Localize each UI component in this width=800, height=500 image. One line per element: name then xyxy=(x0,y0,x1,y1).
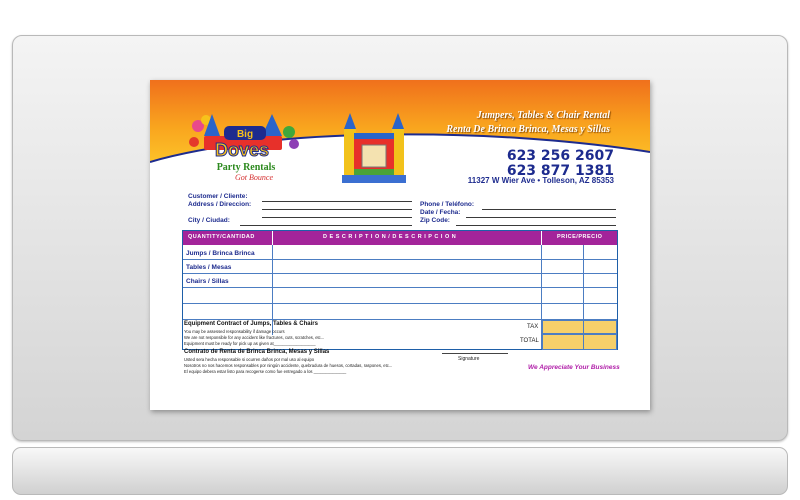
terms-heading-spanish: Contrato de Renta de Brinca Brinca, Mesas y Sillas xyxy=(184,349,330,355)
terms-line: Usted sera hecha responsable si ocurren daños por mal uso al equipo xyxy=(184,357,315,362)
signature-line[interactable] xyxy=(442,353,508,354)
doves-logo xyxy=(184,112,304,192)
phone-field-line[interactable] xyxy=(482,209,616,210)
customer-field-line[interactable] xyxy=(262,201,412,202)
tagline-spanish: Renta De Brinca Brinca, Mesas y Sillas xyxy=(446,124,610,135)
total-cell-2[interactable] xyxy=(583,334,617,350)
city-field-line[interactable] xyxy=(240,225,412,226)
terms-line: We are not responsible for any accident like fractures, cuts, scratches, etc... xyxy=(184,335,325,340)
signature-label: Signature xyxy=(458,356,480,362)
tax-cell-1[interactable] xyxy=(542,320,584,334)
bottom-bar xyxy=(12,447,788,495)
row-divider xyxy=(183,287,617,288)
row-label-jumps: Jumps / Brinca Brinca xyxy=(186,250,255,257)
terms-line: El equipo debera estar listo para recogerse como fue entregado a los ______________ xyxy=(184,369,347,374)
tax-label: TAX xyxy=(527,324,539,330)
row-label-chairs: Chairs / Sillas xyxy=(186,278,229,285)
business-address: 11327 W Wier Ave • Tolleson, AZ 85353 xyxy=(467,176,614,185)
terms-line: You may be assessed responsability if damage occurs xyxy=(184,329,285,334)
svg-text:Got Bounce: Got Bounce xyxy=(235,173,273,182)
price-header-text: PRICE/PRECIO xyxy=(557,234,603,240)
tax-cell-2[interactable] xyxy=(583,320,617,334)
rental-form-document xyxy=(150,80,650,410)
row-divider xyxy=(183,273,617,274)
zip-field-label: Zip Code: xyxy=(420,217,450,224)
quantity-header-text: QUANTITY/CANTIDAD xyxy=(188,234,255,240)
phone-field-label: Phone / Teléfono: xyxy=(420,201,475,208)
total-cell-1[interactable] xyxy=(542,334,584,350)
address-field-line[interactable] xyxy=(262,209,412,210)
svg-text:Party Rentals: Party Rentals xyxy=(216,162,276,173)
terms-line: Nosotros no nos hacemos responsables por ningún accidente, quebradura de huesos, cortadas, raspones, etc... xyxy=(184,363,393,368)
date-field-line[interactable] xyxy=(466,217,616,218)
date-field-label: Date / Fecha: xyxy=(420,209,461,216)
svg-text:Doves: Doves xyxy=(214,140,270,160)
address-field-label: Address / Direccion: xyxy=(188,201,252,208)
terms-line: Equipment must be ready for pick up as given at__________________ xyxy=(184,341,316,346)
city-field-label: City / Ciudad: xyxy=(188,217,230,224)
tagline-english: Jumpers, Tables & Chair Rental xyxy=(476,110,610,121)
bounce-castle-image xyxy=(340,113,408,185)
description-header-text: D E S C R I P T I O N / D E S C R I P C I O N xyxy=(323,234,457,240)
row-label-tables: Tables / Mesas xyxy=(186,264,232,271)
zip-field-line[interactable] xyxy=(456,225,616,226)
appreciation-note: We Appreciate Your Business xyxy=(528,364,620,371)
customer-field-label: Customer / Cliente: xyxy=(188,193,248,200)
row-divider xyxy=(183,259,617,260)
phone-number-2: 623 877 1381 xyxy=(506,163,614,179)
total-label: TOTAL xyxy=(520,338,539,344)
address-field-line-2[interactable] xyxy=(262,217,412,218)
phone-number-1: 623 256 2607 xyxy=(506,148,614,164)
svg-text:Big: Big xyxy=(236,129,254,140)
row-divider xyxy=(183,303,617,304)
terms-heading-english: Equipment Contract of Jumps, Tables & Chairs xyxy=(184,321,318,327)
